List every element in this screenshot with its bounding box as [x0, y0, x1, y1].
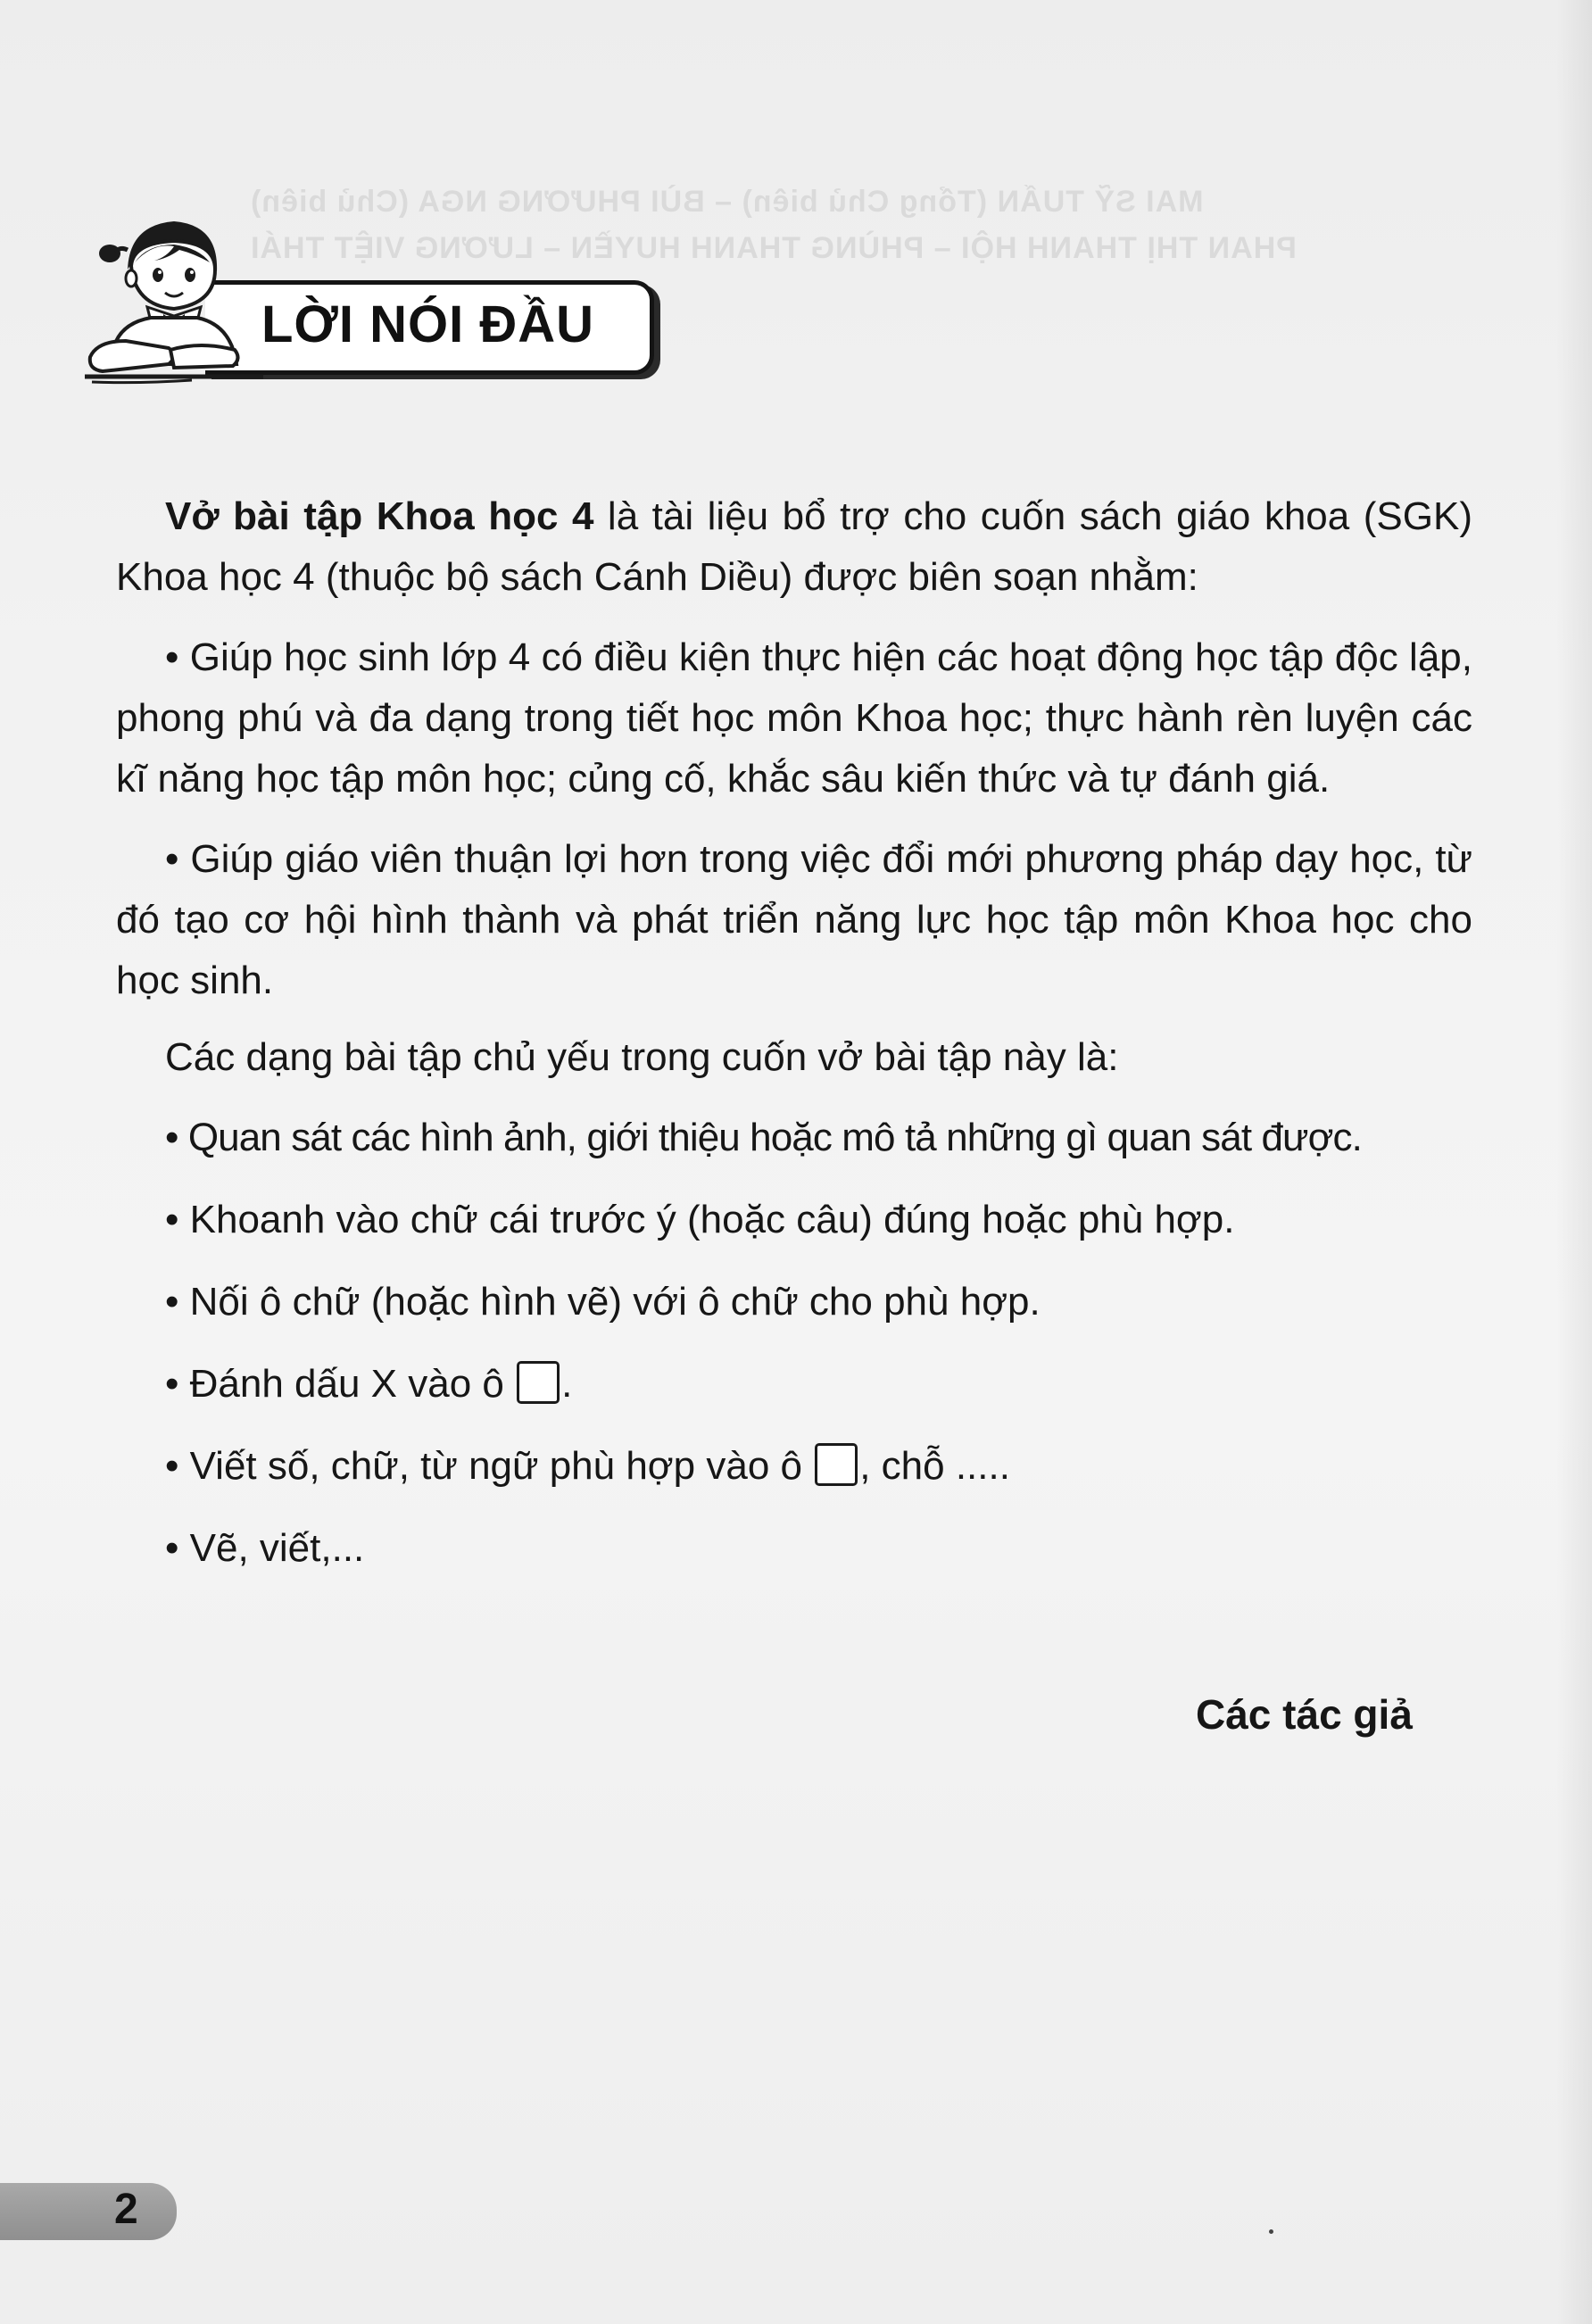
bleed-line-1: MAI SỸ TUẤN (Tổng Chủ biên) – BÙI PHƯƠNG NGA (Chủ biên)	[250, 185, 1204, 219]
list-item: • Khoanh vào chữ cái trước ý (hoặc câu) đúng hoặc phù hợp.	[165, 1198, 1235, 1241]
authors-signature: Các tác giả	[1196, 1691, 1413, 1738]
list-item: • Vẽ, viết,...	[165, 1526, 365, 1570]
intro-bold-lead: Vở bài tập Khoa học 4	[165, 494, 594, 538]
list-item-text: .	[561, 1362, 573, 1406]
list-item: • Quan sát các hình ảnh, giới thiệu hoặc mô tả những gì quan sát được.	[165, 1116, 1362, 1159]
intro-text: là tài liệu bổ trợ cho cuốn sách giáo khoa (SGK) Khoa học 4 (thuộc bộ sách Cánh Diều) được biên soạn nhằm:	[116, 494, 1472, 599]
bleed-line-2: PHAN THỊ THANH HỘI – PHÙNG THANH HUYỀN – LƯƠNG VIỆT THÁI	[250, 231, 1297, 265]
document-body	[116, 486, 1472, 1600]
girl-reading-icon	[85, 207, 263, 386]
list-item-text: • Viết số, chữ, từ ngữ phù hợp vào ô	[165, 1444, 814, 1488]
purpose-paragraph: • Giúp giáo viên thuận lợi hơn trong việc đổi mới phương pháp dạy học, từ đó tạo cơ hội hình thành và phát triển năng lực học tập môn Khoa học cho học sinh.	[116, 837, 1472, 1002]
checkbox-square-icon	[517, 1361, 560, 1404]
section-header	[85, 207, 674, 386]
exercise-intro: Các dạng bài tập chủ yếu trong cuốn vở bài tập này là:	[165, 1035, 1119, 1079]
page-number: 2	[114, 2186, 138, 2233]
checkbox-square-icon	[815, 1443, 858, 1486]
intro-paragraph	[116, 486, 1472, 608]
list-item: • Nối ô chữ (hoặc hình vẽ) với ô chữ cho phù hợp.	[165, 1280, 1041, 1324]
list-item	[165, 1354, 1472, 1415]
page-title: LỜI NÓI ĐẦU	[261, 295, 595, 353]
list-item-text: • Đánh dấu X vào ô	[165, 1362, 516, 1406]
purpose-paragraph: • Giúp học sinh lớp 4 có điều kiện thực hiện các hoạt động học tập độc lập, phong phú và đa dạng trong tiết học môn Khoa học; thực hành rèn luyện các kĩ năng học tập môn học; củng cố, khắc sâu kiến thức và tự đánh giá.	[116, 635, 1472, 801]
exercise-type-list	[116, 1108, 1472, 1579]
print-speck	[1269, 2229, 1273, 2234]
list-item	[165, 1436, 1472, 1497]
list-item-text: , chỗ .....	[859, 1444, 1010, 1488]
page-number-tab	[0, 2183, 177, 2240]
